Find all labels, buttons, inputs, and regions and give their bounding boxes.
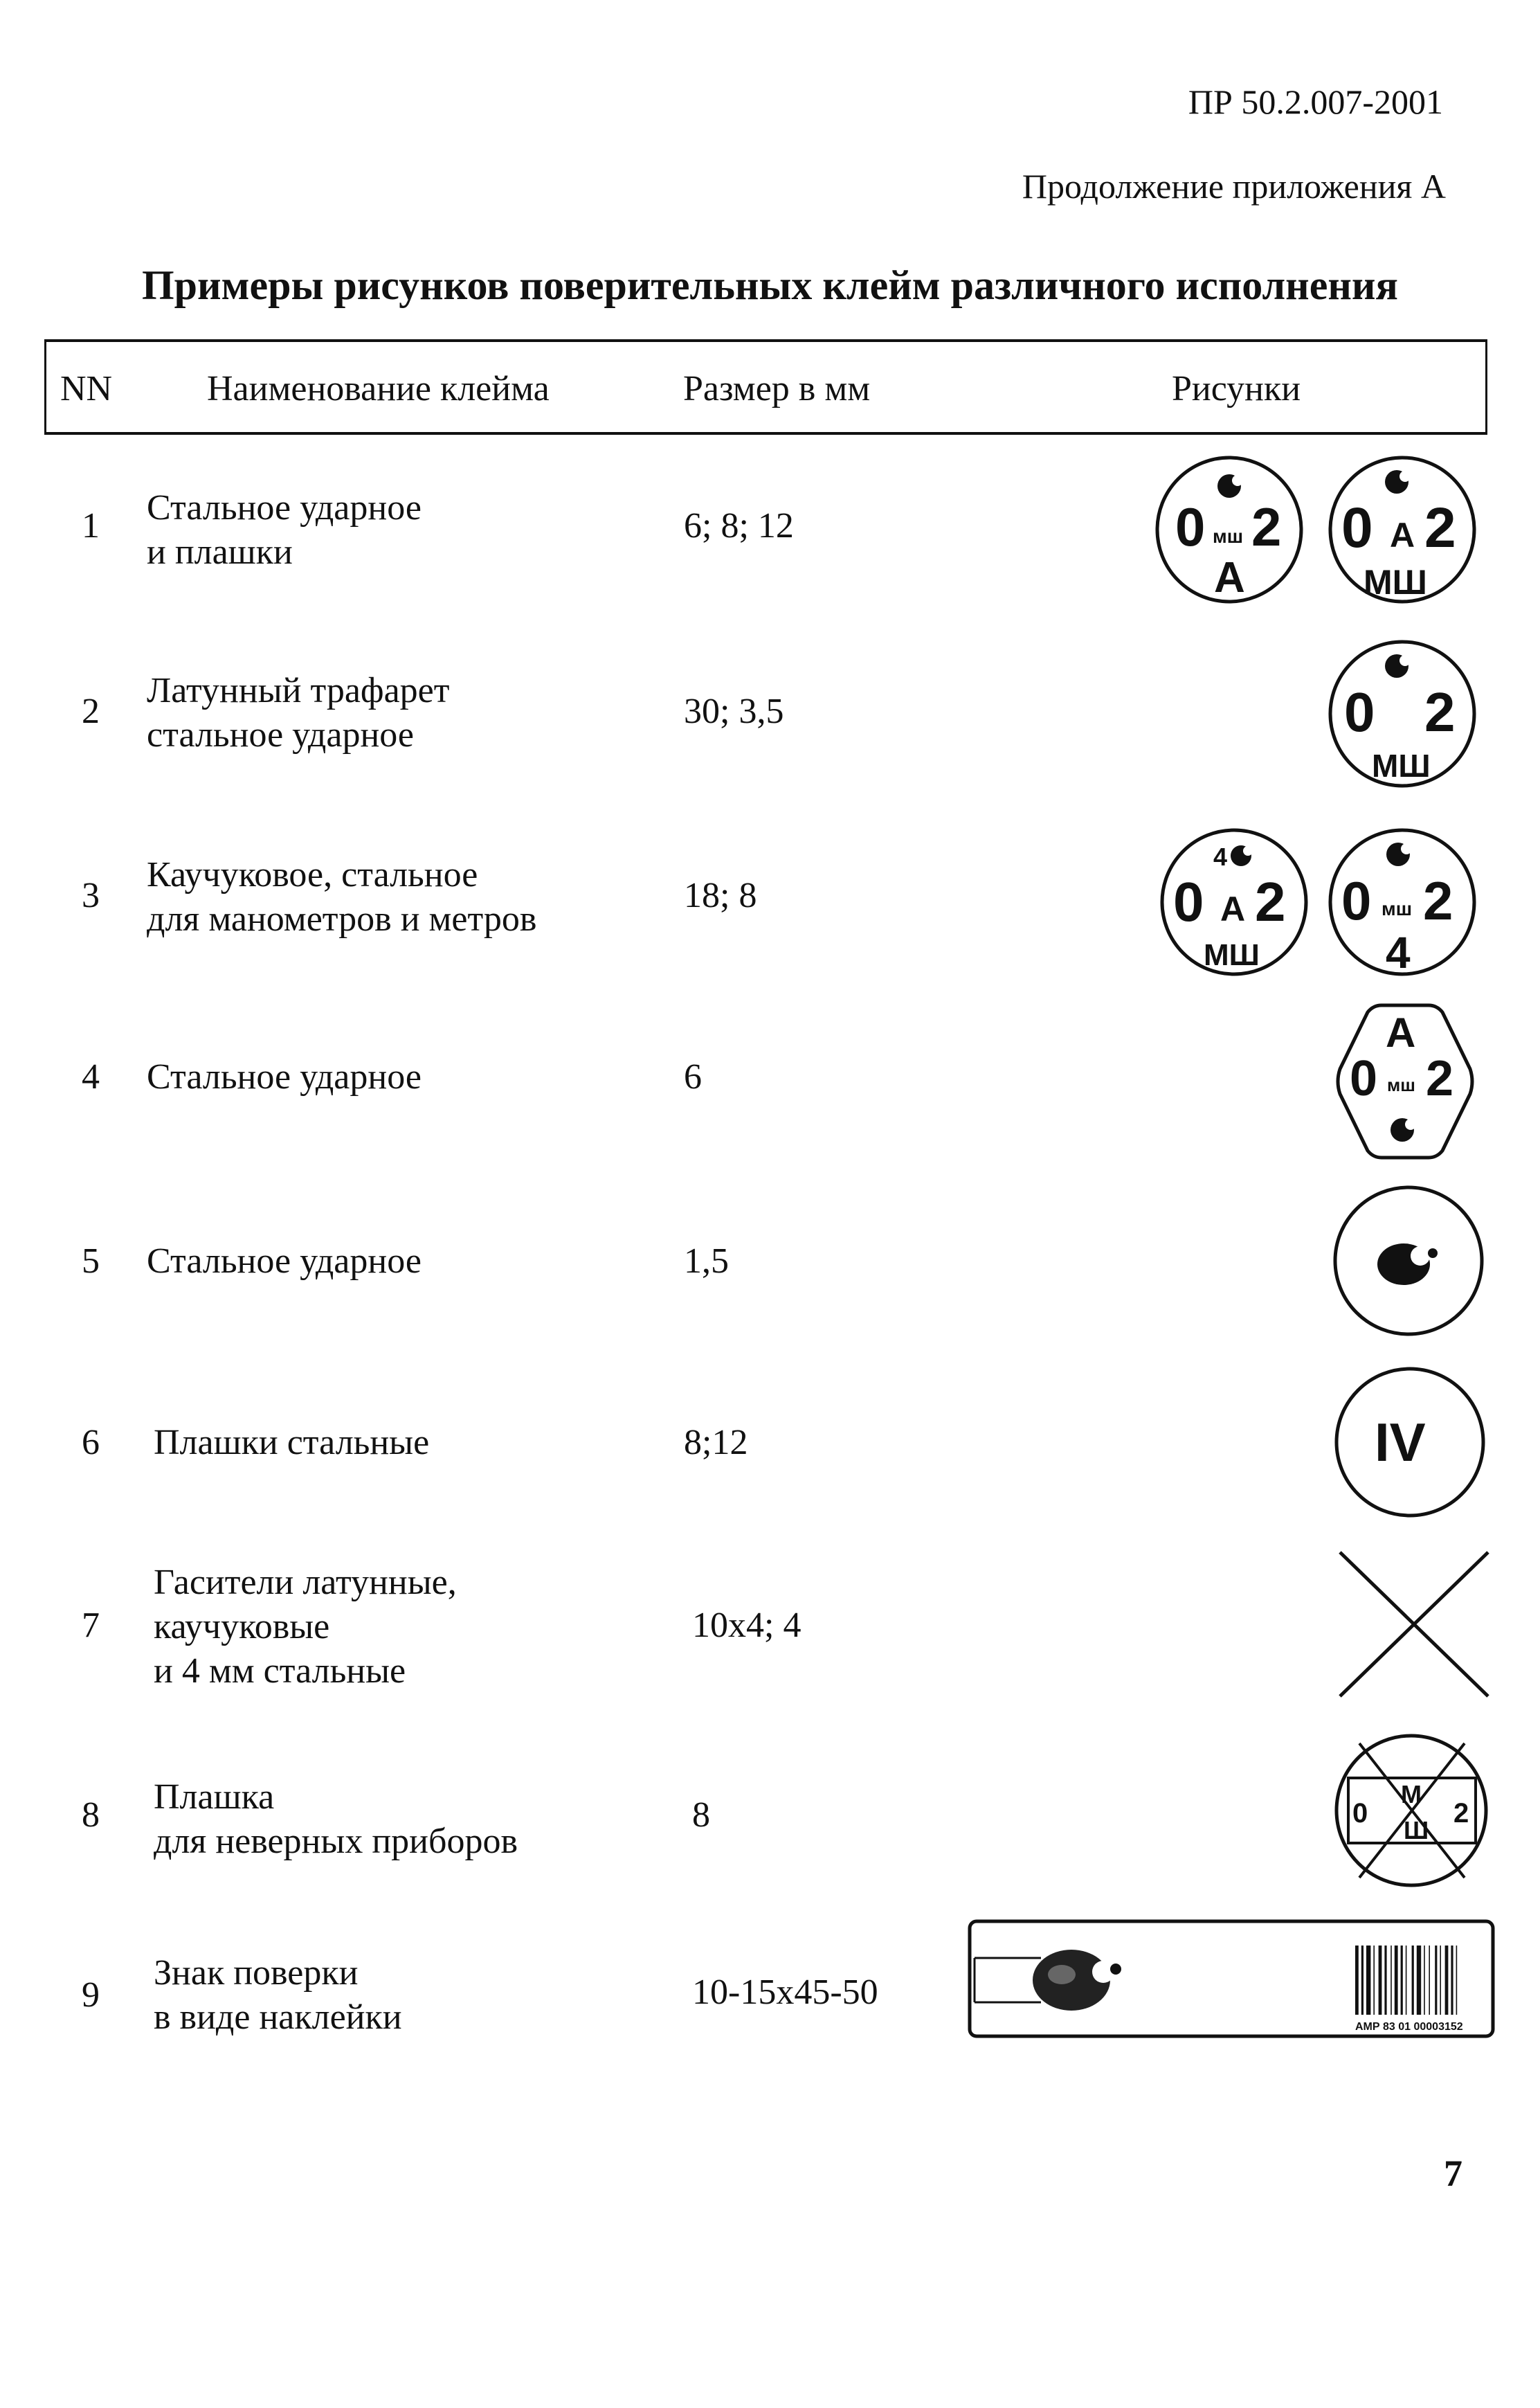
stamp-size: 6; 8; 12 <box>684 506 794 546</box>
stamp-name-line: Плашка <box>154 1777 275 1817</box>
stamp-four: 4 <box>1386 928 1411 978</box>
stamp-name <box>147 1055 422 1099</box>
stamp-size: 30; 3,5 <box>684 692 784 731</box>
barcode-bar <box>1429 1946 1430 2015</box>
barcode-bar <box>1417 1946 1421 2015</box>
sticker-barcode <box>1355 1946 1457 2015</box>
stamp-name-line: Латунный трафарет <box>147 671 450 710</box>
barcode-bar <box>1440 1946 1441 2015</box>
barcode-bar <box>1390 1946 1392 2015</box>
stamp-size: 10х4; 4 <box>692 1606 801 1645</box>
barcode-bar <box>1361 1946 1364 2015</box>
stamp-msh-caps: МШ <box>1372 748 1431 784</box>
row-number: 2 <box>82 692 100 731</box>
stamp-msh: мш <box>1213 525 1244 547</box>
stamp-four: 4 <box>1213 843 1228 871</box>
row-number: 1 <box>82 506 100 546</box>
row-number: 6 <box>82 1423 100 1462</box>
stamp-drawing-8 <box>1332 1731 1491 1890</box>
row-number: 9 <box>82 1975 100 2015</box>
verification-sticker <box>968 1919 1495 2038</box>
stamp-msh: мш <box>1387 1075 1415 1095</box>
stamp-drawing-4 <box>1329 998 1481 1165</box>
barcode-bar <box>1412 1946 1414 2015</box>
stamp-size: 8 <box>692 1795 710 1835</box>
stamp-name <box>154 1951 402 2040</box>
stamp-name-line: и плашки <box>147 532 293 572</box>
barcode-bar <box>1451 1946 1453 2015</box>
stamp-letter-a: А <box>1220 890 1246 928</box>
stamp-name <box>147 1239 422 1284</box>
stamp-name-line: Стальное ударное <box>147 488 422 528</box>
stamp-drawing-3a <box>1152 823 1316 982</box>
col-drawings: Рисунки <box>1172 369 1301 408</box>
stamp-name <box>154 1561 457 1693</box>
stamp-zero: 0 <box>1350 1051 1378 1106</box>
sticker-barcode-text: АМР 83 01 00003152 <box>1355 2021 1463 2033</box>
stamp-drawing-7 <box>1334 1533 1494 1699</box>
stamp-size: 10-15х45-50 <box>692 1973 878 2012</box>
table-row <box>0 619 1540 802</box>
stamp-name-line: Плашки стальные <box>154 1423 430 1462</box>
document-code: ПР 50.2.007-2001 <box>1188 82 1443 121</box>
stamp-zero: 0 <box>1344 681 1375 743</box>
stamp-size: 6 <box>684 1057 702 1097</box>
stamp-name <box>154 1421 429 1465</box>
table-row <box>0 1898 1540 2081</box>
stamp-zero: 0 <box>1175 496 1206 557</box>
stamp-msh-caps: МШ <box>1204 938 1260 972</box>
stamp-two: 2 <box>1255 871 1286 933</box>
table-row <box>0 1533 1540 1716</box>
appendix-continuation: Продолжение приложения А <box>1022 167 1446 206</box>
stamp-name-line: для манометров и метров <box>147 899 537 939</box>
row-number: 4 <box>82 1057 100 1097</box>
stamp-drawing-5 <box>1329 1181 1488 1340</box>
table-row <box>0 1167 1540 1350</box>
stamp-roman-four: IV <box>1375 1412 1426 1473</box>
table-row <box>0 1350 1540 1533</box>
barcode-bar <box>1395 1946 1398 2015</box>
stamp-drawing-2 <box>1321 634 1484 793</box>
stamp-two: 2 <box>1453 1798 1469 1829</box>
stamp-name <box>147 853 536 942</box>
barcode-bar <box>1373 1946 1375 2015</box>
barcode-bar <box>1456 1946 1458 2015</box>
stamp-letter-a: А <box>1386 1009 1416 1056</box>
table-row <box>0 1716 1540 1898</box>
stamp-name-line: Знак поверки <box>154 1953 359 1993</box>
stamp-zero: 0 <box>1341 870 1372 931</box>
stamp-name-line: Стальное ударное <box>147 1057 422 1097</box>
stamp-zero: 0 <box>1341 496 1373 559</box>
stamp-name-line: стальное ударное <box>147 715 414 755</box>
stamp-zero: 0 <box>1352 1798 1368 1829</box>
col-size: Размер в мм <box>683 369 871 408</box>
table-header <box>44 339 1487 435</box>
sticker-seal-mark <box>1033 1950 1121 2011</box>
stamp-drawing-6 <box>1330 1363 1489 1522</box>
stamp-msh: мш <box>1382 898 1413 919</box>
stamp-name <box>147 486 422 575</box>
stamp-name-line: Стальное ударное <box>147 1241 422 1281</box>
col-number: NN <box>60 369 113 408</box>
table-row <box>0 802 1540 985</box>
barcode-bar <box>1406 1946 1407 2015</box>
stamp-two: 2 <box>1426 1051 1454 1106</box>
stamp-name-line: каучуковые <box>154 1607 330 1646</box>
stamp-two: 2 <box>1424 681 1456 743</box>
stamp-drawing-3b <box>1321 823 1484 982</box>
barcode-bar <box>1379 1946 1382 2015</box>
stamp-size: 1,5 <box>684 1241 729 1281</box>
stamp-sh: Ш <box>1404 1816 1429 1844</box>
barcode-bar <box>1435 1946 1437 2015</box>
col-stamp-name: Наименование клейма <box>207 369 550 408</box>
stamp-name-line: Гасители латунные, <box>154 1563 457 1602</box>
stamp-name-line: в виде наклейки <box>154 1997 402 2037</box>
stamp-drawing-1b <box>1321 450 1484 609</box>
stamp-size: 18; 8 <box>684 876 757 915</box>
stamp-size: 8;12 <box>684 1423 748 1462</box>
stamp-name-line: для неверных приборов <box>154 1822 518 1861</box>
row-number: 3 <box>82 876 100 915</box>
stamp-name <box>147 669 449 757</box>
stamp-two: 2 <box>1424 496 1456 559</box>
barcode-bar <box>1384 1946 1386 2015</box>
barcode-bar <box>1401 1946 1403 2015</box>
barcode-bar <box>1445 1946 1449 2015</box>
stamp-msh-caps: МШ <box>1364 563 1427 602</box>
stamp-two: 2 <box>1251 496 1282 557</box>
page-title: Примеры рисунков поверительных клейм различного исполнения <box>142 262 1398 308</box>
barcode-bar <box>1355 1946 1359 2015</box>
stamp-letter-a: А <box>1214 554 1245 602</box>
row-number: 5 <box>82 1241 100 1281</box>
stamp-name-line: и 4 мм стальные <box>154 1651 406 1691</box>
stamp-name <box>154 1775 518 1864</box>
stamp-two: 2 <box>1423 870 1453 931</box>
barcode-bar <box>1366 1946 1370 2015</box>
page-number: 7 <box>1444 2153 1462 2194</box>
row-number: 7 <box>82 1606 100 1645</box>
table-row <box>0 436 1540 619</box>
row-number: 8 <box>82 1795 100 1835</box>
stamp-letter-a: А <box>1390 516 1415 555</box>
table-row <box>0 985 1540 1167</box>
stamp-m: М <box>1401 1780 1422 1808</box>
stamp-name-line: Каучуковое, стальное <box>147 855 478 895</box>
barcode-bar <box>1424 1946 1425 2015</box>
stamp-drawing-1a <box>1148 450 1311 609</box>
stamp-zero: 0 <box>1173 871 1204 933</box>
